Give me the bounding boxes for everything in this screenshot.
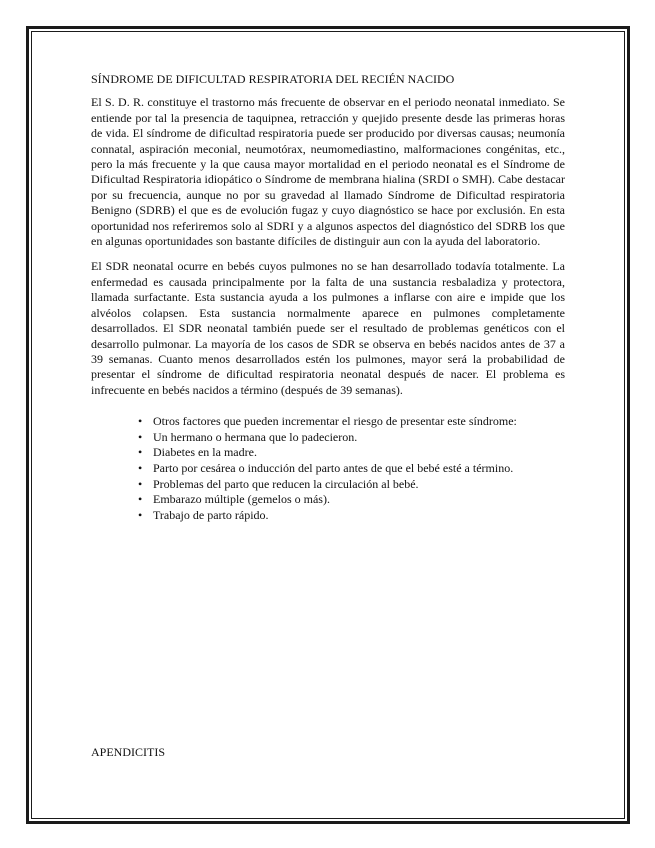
list-item: [138, 508, 565, 524]
list-item: [138, 445, 565, 461]
document-body: [91, 72, 565, 523]
document-title: SÍNDROME DE DIFICULTAD RESPIRATORIA DEL RECIÉN NACIDO: [91, 72, 455, 86]
list-item: [138, 430, 565, 446]
bullet-icon: •: [138, 507, 143, 522]
bullet-icon: •: [138, 492, 143, 507]
section-heading-apendicitis: APENDICITIS: [91, 745, 165, 759]
paragraph-neonatal-sdr: El SDR neonatal ocurre en bebés cuyos pulmones no se han desarrollado todavía totalmente. La enfermedad es causada principalmente por la falta de una sustancia resbaladiza y protectora, llamada surfactante. Esta sustancia ayuda a los pulmones a inflarse con aire e impide que los alvéolos colapsen. Esta sustancia normalmente aparece en pulmones completamente desarrollados. El SDR neonatal también puede ser el resultado de problemas genéticos con el desarrollo pulmonar. La mayoría de los casos de SDR se observa en bebés nacidos antes de 37 a 39 semanas. Cuanto menos desarrollados estén los pulmones, mayor será la probabilidad de presentar el síndrome de dificultad respiratoria neonatal después de nacer. El problema es infrecuente en bebés nacidos a término (después de 39 semanas).: [91, 259, 565, 397]
list-item-text: Embarazo múltiple (gemelos o más).: [153, 492, 330, 507]
risk-factors-list: [91, 414, 565, 523]
bullet-icon: •: [138, 460, 143, 475]
list-item-text: Otros factores que pueden incrementar el riesgo de presentar este síndrome:: [153, 414, 517, 429]
list-item-text: Diabetes en la madre.: [153, 445, 257, 460]
list-item-text: Problemas del parto que reducen la circulación al bebé.: [153, 476, 419, 491]
list-item-text: Un hermano o hermana que lo padecieron.: [153, 429, 358, 444]
list-item: [138, 414, 565, 430]
list-item-text: Parto por cesárea o inducción del parto antes de que el bebé esté a término.: [153, 460, 514, 475]
bullet-icon: •: [138, 429, 143, 444]
bullet-icon: •: [138, 476, 143, 491]
list-item: [138, 461, 565, 477]
paragraph-intro: El S. D. R. constituye el trastorno más frecuente de observar en el periodo neonatal inmediato. Se entiende por tal la presencia de taquipnea, retracción y quejido presente desde las primeras horas de vida. El síndrome de dificultad respiratoria puede ser producido por diversas causas; neumonía connatal, aspiración meconial, neumotórax, neumomediastino, malformaciones congénitas, etc., pero la más frecuente y la que causa mayor mortalidad en el periodo neonatal es el Síndrome de Dificultad Respiratoria idiopático o Síndrome de membrana hialina (SRDI o SMH). Cabe destacar por su frecuencia, aunque no por su gravedad al llamado Síndrome de Dificultad respiratoria Benigno (SDRB) el que es de evolución fugaz y cuyo diagnóstico se hace por exclusión. En esta oportunidad nos referiremos solo al SDRI y a algunos aspectos del diagnóstico del SDRB los que en algunas oportunidades son bastante difíciles de distinguir aun con la ayuda del laboratorio.: [91, 95, 565, 249]
bullet-icon: •: [138, 414, 143, 429]
list-item: [138, 492, 565, 508]
list-item: [138, 477, 565, 493]
bullet-icon: •: [138, 445, 143, 460]
list-item-text: Trabajo de parto rápido.: [153, 507, 269, 522]
